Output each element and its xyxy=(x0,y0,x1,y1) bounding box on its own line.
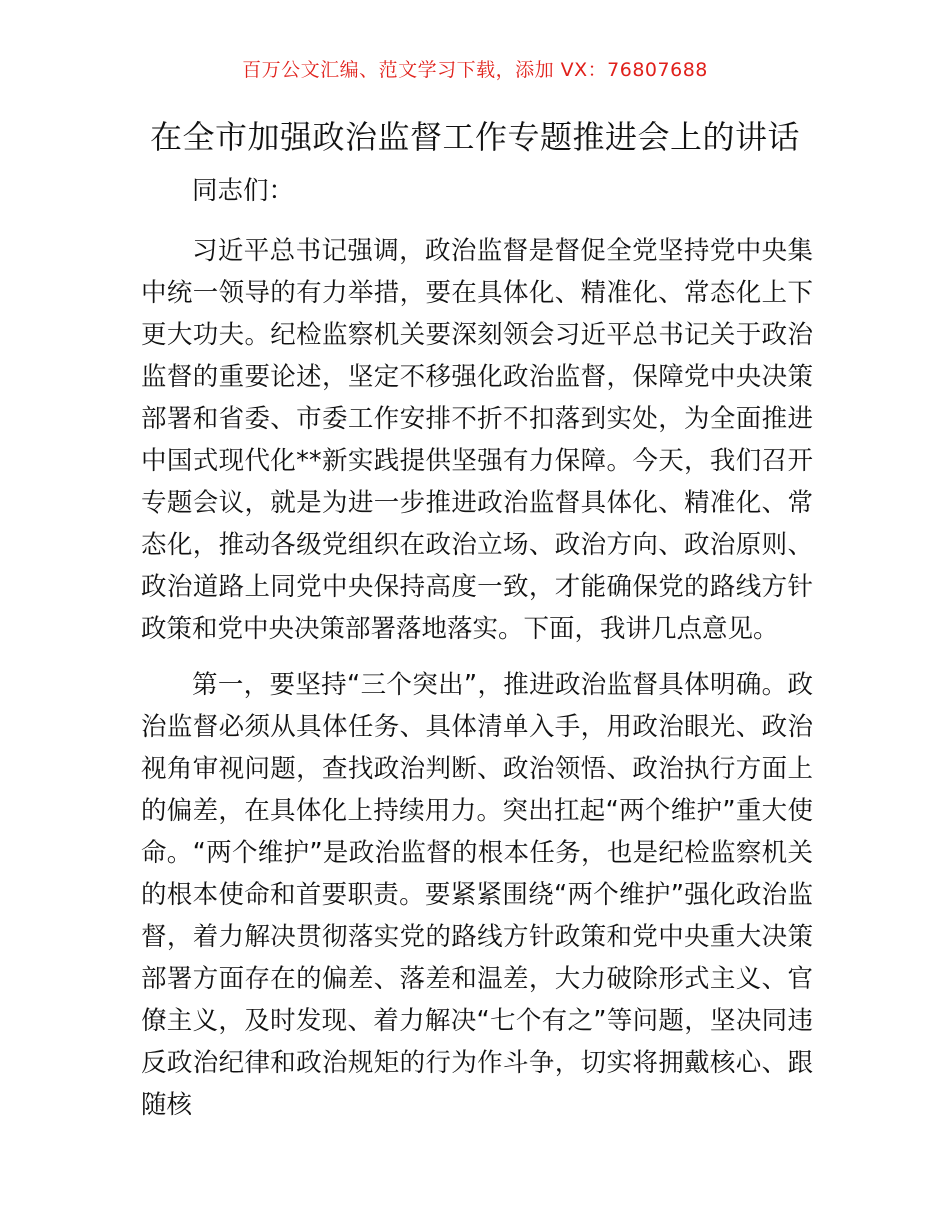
document-title: 在全市加强政治监督工作专题推进会上的讲话 xyxy=(149,118,800,156)
greeting: 同志们： xyxy=(192,176,295,206)
paragraph-first-point: 第一，要坚持“三个突出”，推进政治监督具体明确。政治监督必须从具体任务、具体清单入手，用政治眼光、政治视角审视问题，查找政治判断、政治领悟、政治执行方面上的偏差，在具体化上持续用力。突出扛起“两个维护”重大使命。“两个维护”是政治监督的根本任务，也是纪检监察机关的根本使命和首要职责。要紧紧围绕“两个维护”强化政治监督，着力解决贯彻落实党的路线方针政策和党中央重大决策部署方面存在的偏差、落差和温差，大力破除形式主义、官僚主义，及时发现、着力解决“七个有之”等问题，坚决同违反政治纪律和政治规矩的行为作斗争，切实将拥戴核心、跟随核 xyxy=(141,670,813,1120)
paragraph-intro: 习近平总书记强调，政治监督是督促全党坚持党中央集中统一领导的有力举措，要在具体化、精准化、常态化上下更大功夫。纪检监察机关要深刻领会习近平总书记关于政治监督的重要论述，坚定不移强化政治监督，保障党中央决策部署和省委、市委工作安排不折不扣落到实处，为全面推进中国式现代化**新实践提供坚强有力保障。今天，我们召开专题会议，就是为进一步推进政治监督具体化、精准化、常态化，推动各级党组织在政治立场、政治方向、政治原则、政治道路上同党中央保持高度一致，才能确保党的路线方针政策和党中央决策部署落地落实。下面，我讲几点意见。 xyxy=(141,236,813,644)
watermark-header: 百万公文汇编、范文学习下载，添加 VX：76807688 xyxy=(242,59,708,81)
document-body xyxy=(141,170,813,1140)
